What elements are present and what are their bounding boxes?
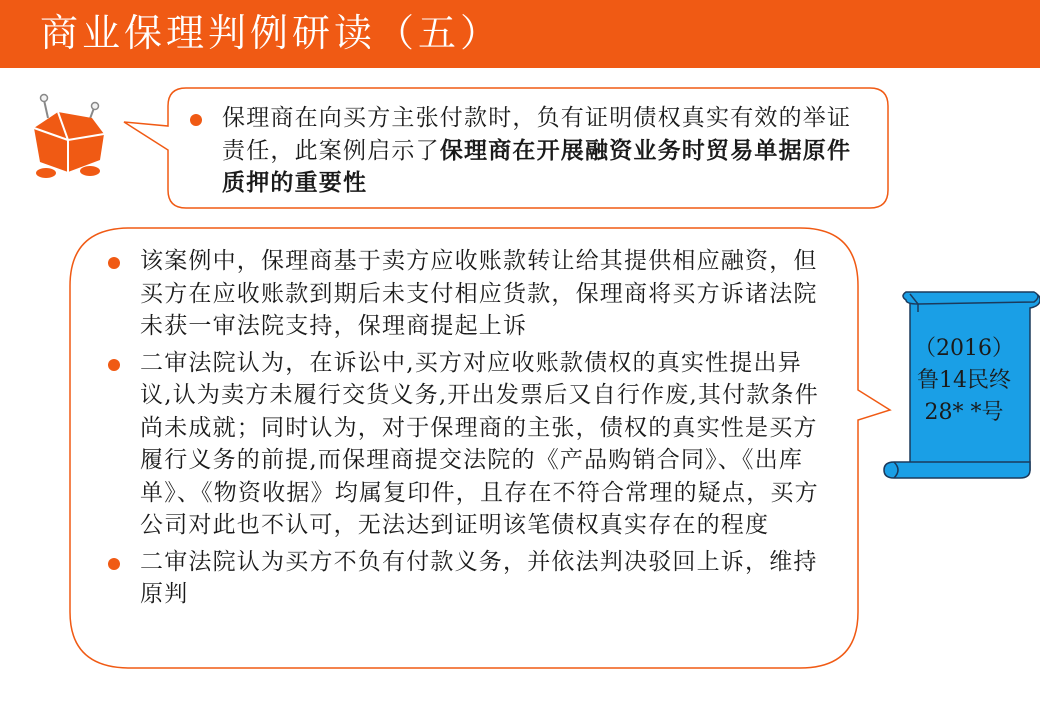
top-point-emphasis: 保理商在开展融资业务时贸易单据原件质押的重要性 [222, 136, 852, 196]
page-title: 商业保理判例研读（五） [40, 11, 503, 55]
point-text: 二审法院认为，在诉讼中,买方对应收账款债权的真实性提出异议,认为卖方未履行交货义务,开出发票后又自行作废,其付款条件尚未成就；同时认为，对于保理商的主张，债权的真实性是买方履行义务的前提,而保理商提交法院的《产品购销合同》、《出库单》、《物资收据》均属复印件，且存在不符合常理的疑点，买方公司对此也不认可，无法达到证明该笔债权真实存在的程度 [140, 349, 819, 538]
case-court-code: 鲁14民终 [917, 368, 1011, 393]
list-item [186, 102, 866, 200]
case-serial: 28* *号 [924, 400, 1004, 425]
list-item [104, 546, 824, 611]
top-bullet-list [186, 102, 866, 200]
top-point-text: 保理商在向买方主张付款时，负有证明债权真实有效的举证责任，此案例启示了 [222, 105, 852, 164]
list-item [104, 245, 824, 343]
cartoon-box-icon [34, 95, 104, 179]
bullet-dot-icon [108, 359, 120, 371]
list-item [104, 347, 824, 542]
point-text: 二审法院认为买方不负有付款义务，并依法判决驳回上诉，维持原判 [140, 548, 818, 607]
main-bullet-list [104, 245, 824, 615]
point-text: 该案例中，保理商基于卖方应收账款转让给其提供相应融资，但买方在应收账款到期后未支付相应货款，保理商将买方诉诸法院未获一审法院支持，保理商提起上诉 [140, 248, 818, 339]
case-number [906, 333, 1022, 429]
bullet-dot-icon [190, 114, 202, 126]
case-year: （2016） [914, 336, 1014, 361]
bullet-dot-icon [108, 257, 120, 269]
bullet-dot-icon [108, 558, 120, 570]
